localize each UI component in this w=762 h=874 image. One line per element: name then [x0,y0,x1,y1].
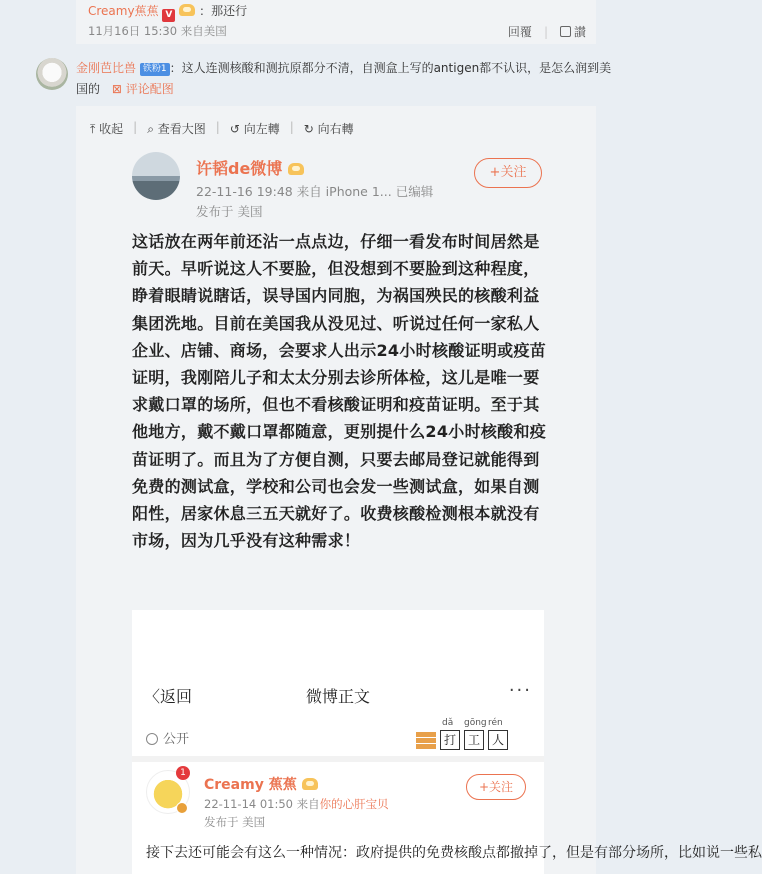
view-large-button[interactable] [147,120,206,137]
dagongren-sticker [416,718,512,752]
like-label: 讃 [573,25,586,39]
hanzi-1: 打 [440,730,460,750]
collapse-icon: ⤒ [90,122,96,136]
rotate-left-label: 向左轉 [243,122,280,136]
vip-crown-icon [288,163,304,175]
reply-text: ：那还行 [199,4,248,18]
rotate-left-icon: ↺ [229,122,240,136]
divider: | [289,120,294,134]
screenshot-author-label: Creamy 蕉蕉 [204,777,297,793]
screenshot-location: 发布于 美国 [204,815,266,829]
verified-icon: V [162,9,175,22]
post-author [196,156,304,179]
embedded-screenshot [132,610,762,874]
divider: | [215,120,220,134]
screenshot-body: 接下去还可能会有这么一种情况：政府提供的免费核酸点都撤掉了，但是有部分场所，比如说一些私 [146,845,762,861]
collapse-button[interactable] [90,120,123,137]
pinyin-1: dǎ [442,718,454,728]
image-viewer-card [76,106,762,874]
reply-button[interactable]: 回覆 [507,25,532,39]
image-toolbar [90,120,354,137]
post-location: 发布于 美国 [196,204,263,219]
like-button[interactable] [560,23,586,40]
search-icon: ⌕ [147,122,154,136]
collapse-label: 收起 [99,122,124,136]
verified-icon [176,802,188,814]
image-icon: ⊠ [111,82,122,96]
pinyin-3: rén [488,718,503,728]
hanzi-2: 工 [464,730,484,750]
rotate-right-button[interactable] [304,120,354,137]
back-button: 〈返回 [144,687,193,706]
screenshot-nav-bar [132,674,544,718]
follow-button: +关注 [466,774,526,800]
divider: | [543,24,548,39]
globe-icon [146,733,158,745]
screenshot-meta-text: 22-11-14 01:50 来自 [204,797,320,811]
view-large-label: 查看大图 [157,122,206,136]
bricks-icon [416,732,436,750]
thumbs-up-icon [560,26,571,37]
divider [132,756,544,762]
more-icon: ··· [508,680,532,701]
visibility-text: 公开 [163,732,190,747]
comment-text [76,58,616,100]
notification-badge: 1 [176,766,190,780]
comment-username[interactable]: 金刚芭比兽 [76,61,137,75]
comment-body: ：这人连测核酸和测抗原都分不清，自测盒上写的antigen都不认识，是怎么润到美国的 [76,61,612,96]
reply-time: 11月16日 15:30 来自美国 [88,24,227,38]
rotate-left-button[interactable] [230,120,280,137]
screenshot-title: 微博正文 [305,687,370,706]
comment-pic-label: 评论配图 [125,82,174,96]
reply-line [88,2,247,22]
fan-level-badge: 铁粉1 [140,63,170,76]
vip-crown-icon [179,4,195,16]
rotate-right-label: 向右轉 [317,122,354,136]
screenshot-author [204,774,318,794]
reply-actions [508,23,586,40]
post-body: 这话放在两年前还沾一点点边，仔细一看发布时间居然是前天。早听说这人不要脸，但没想到不要脸到这种程度，睁着眼睛说瞎话，误导国内同胞，为祸国殃民的核酸利益集团洗地。目前在美国我从没见过、听说过任何一家私人企业、店铺、商场，会要求人出示24小时核酸证明或疫苗证明，我刚陪儿子和太太分别去诊所体检，这儿是唯一要求戴口罩的场所，但也不看核酸证明和疫苗证明。至于其他地方，戴不戴口罩都随意，更别提什么24小时核酸和疫苗证明了。而且为了方便自测，只要去邮局登记就能得到免费的测试盒，学校和公司也会发一些测试盒，如果自测阳性，居家休息三五天就好了。收费核酸检测根本就没有市场，因为几乎没有这种需求！ [132,232,547,551]
reply-username[interactable]: Creamy蕉蕉 [88,4,159,18]
vip-crown-icon [302,778,318,790]
post-avatar [132,152,180,200]
avatar[interactable] [36,58,68,90]
post-author-label: 许韬de微博 [196,159,283,178]
pinyin-2: gōng [464,718,487,728]
visibility-label [146,728,189,747]
rotate-right-icon: ↻ [303,122,314,136]
post-meta: 22-11-16 19:48 来自 iPhone 1... 已编辑 [196,184,434,199]
hanzi-3: 人 [488,730,508,750]
screenshot-meta [204,796,389,812]
screenshot-source: 你的心肝宝贝 [319,797,389,811]
comment-pic-link[interactable] [112,82,174,96]
reply-item [76,0,596,44]
divider: | [133,120,138,134]
follow-button: +关注 [474,158,542,188]
